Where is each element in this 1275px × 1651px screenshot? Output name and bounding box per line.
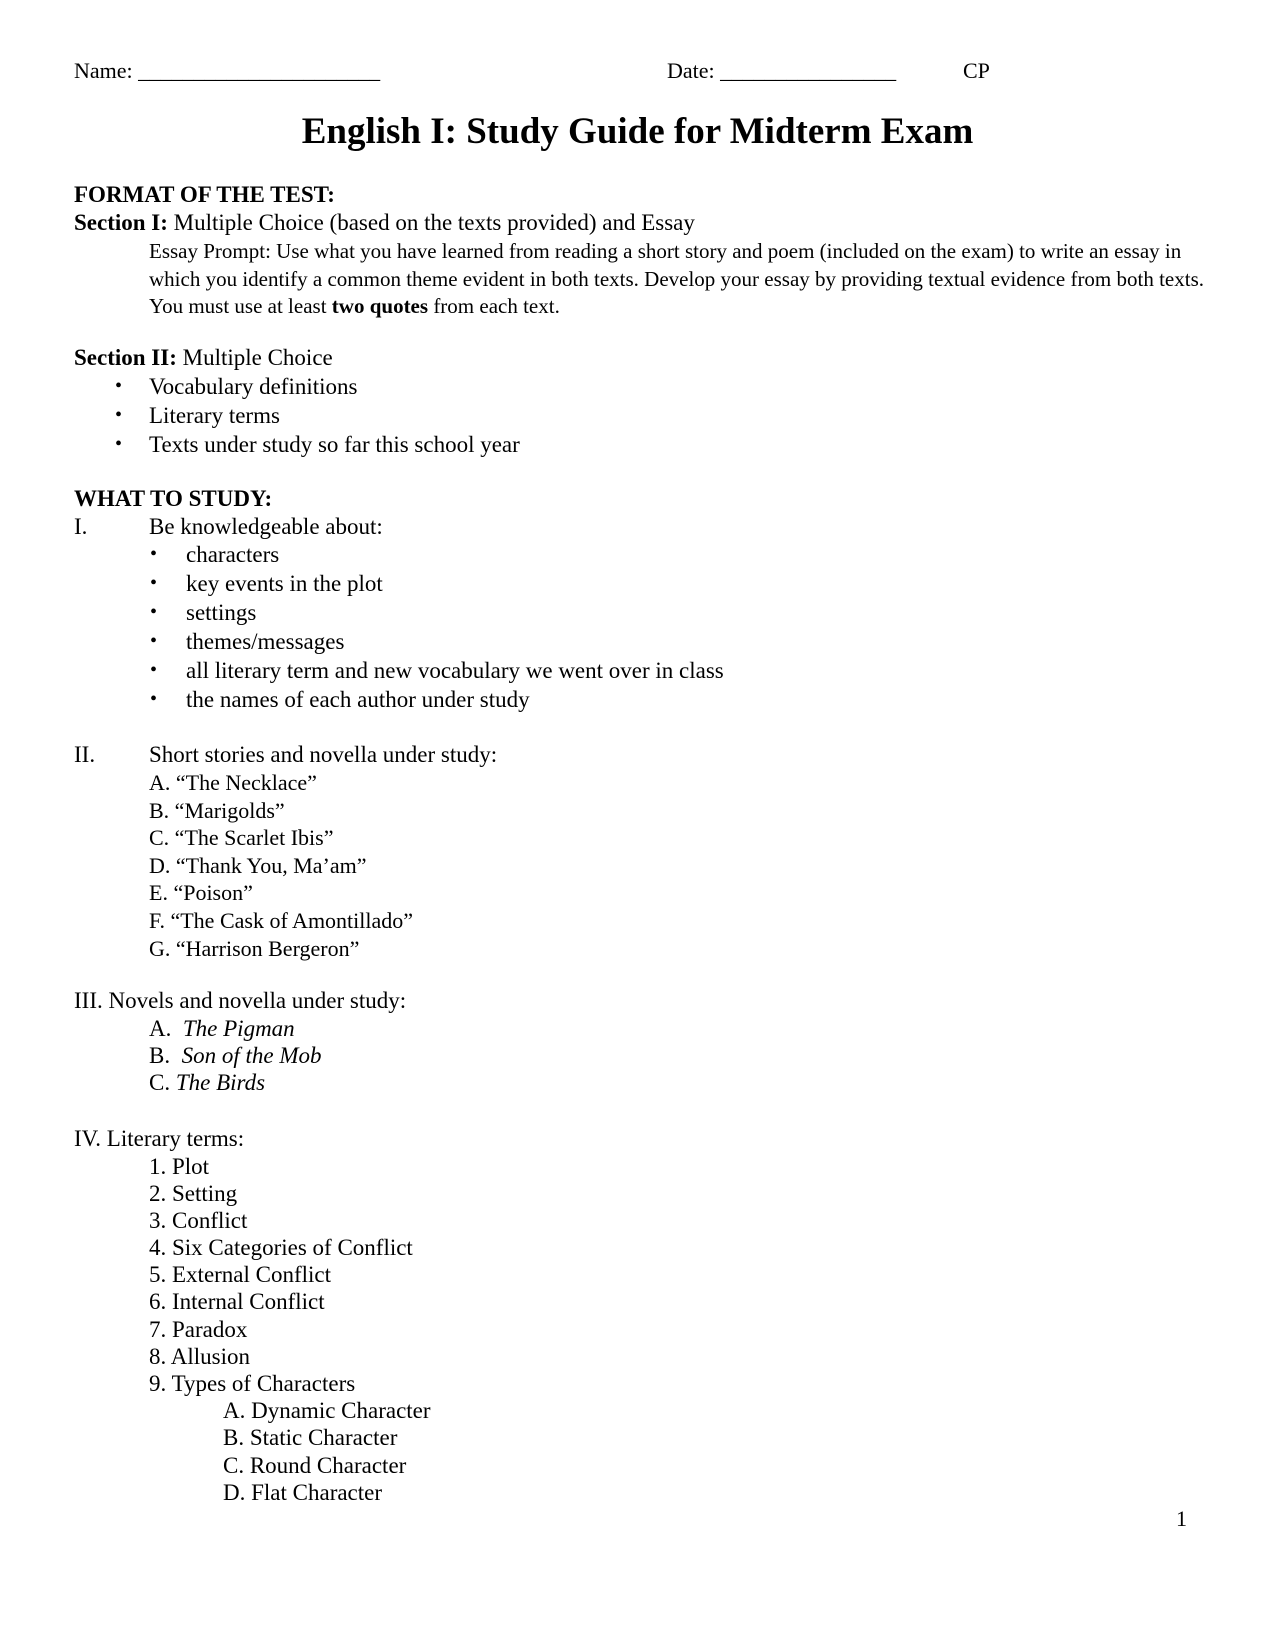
essay-prompt-text-b: from each text. [428, 294, 560, 318]
list-item: • Texts under study so far this school year [115, 432, 520, 457]
list-item: B. Static Character [223, 1425, 398, 1451]
essay-prompt-bold: two quotes [331, 294, 429, 318]
list-item: 6. Internal Conflict [149, 1289, 325, 1315]
list-item: 3. Conflict [149, 1208, 248, 1234]
section2-text: Multiple Choice [176, 345, 333, 370]
class-label: CP [963, 58, 990, 83]
list-item: 5. External Conflict [149, 1262, 332, 1288]
section2-list [115, 374, 520, 461]
list-item: • Vocabulary definitions [115, 374, 358, 399]
list-item: F. “The Cask of Amontillado” [149, 907, 414, 933]
format-heading: FORMAT OF THE TEST: [74, 182, 335, 207]
list-item: 8. Allusion [149, 1343, 250, 1369]
section2-line [74, 345, 333, 371]
bullet-icon: • [150, 601, 158, 623]
list-item: 4. Six Categories of Conflict [149, 1235, 413, 1261]
list-item: • the names of each author under study [150, 687, 530, 712]
bullet-icon: • [150, 543, 158, 565]
part1-list [150, 542, 724, 716]
page-number: 1 [1176, 1506, 1187, 1531]
part1-numeral: I. [74, 514, 88, 539]
list-item: C. “The Scarlet Ibis” [149, 825, 334, 851]
bullet-icon: • [115, 375, 123, 397]
list-item: 2. Setting [149, 1181, 238, 1207]
name-field-label: Name: ______________________ [74, 58, 381, 83]
list-item: • characters [150, 542, 280, 567]
list-item: B. “Marigolds” [149, 797, 285, 823]
list-item: D. Flat Character [223, 1479, 383, 1505]
bullet-icon: • [150, 659, 158, 681]
part3-title: III. Novels and novella under study: [74, 988, 407, 1013]
list-item: C. The Birds [149, 1070, 266, 1095]
bullet-icon: • [150, 688, 158, 710]
list-item: • settings [150, 600, 257, 625]
page-title: English I: Study Guide for Midterm Exam [301, 111, 974, 152]
list-item: • themes/messages [150, 629, 345, 654]
list-item: A. The Pigman [149, 1016, 295, 1041]
list-item: A. Dynamic Character [223, 1398, 431, 1423]
list-item: B. Son of the Mob [149, 1043, 322, 1068]
short-stories-list [149, 770, 413, 963]
list-item: C. Round Character [223, 1452, 407, 1478]
part4-title: IV. Literary terms: [74, 1126, 245, 1151]
section1-text: Multiple Choice (based on the texts provided) and Essay [167, 210, 695, 235]
part2-title: Short stories and novella under study: [149, 742, 498, 767]
section1-label: Section I: [74, 210, 168, 235]
essay-prompt-text-a: Use what you have learned from reading a short story and poem (included on the exam) to write an essay in which you identify a common theme evident in both texts. Develop your essay by providing textual evidence from both texts. You must use at least [149, 239, 1205, 318]
list-item: • Literary terms [115, 403, 280, 428]
bullet-icon: • [150, 630, 158, 652]
date-field-label: Date: ________________ [667, 58, 897, 83]
list-item: • key events in the plot [150, 571, 383, 596]
section1-line [74, 210, 695, 236]
part1-title: Be knowledgeable about: [149, 514, 383, 539]
list-item: 1. Plot [149, 1154, 210, 1179]
list-item: G. “Harrison Bergeron” [149, 935, 360, 961]
novels-list [149, 1016, 322, 1097]
part2-numeral: II. [74, 742, 96, 767]
list-item: A. “The Necklace” [149, 770, 317, 795]
section2-label: Section II: [74, 345, 177, 370]
essay-prompt [149, 238, 1209, 321]
bullet-icon: • [115, 433, 123, 455]
list-item: • all literary term and new vocabulary we went over in class [150, 658, 724, 683]
character-types-list [223, 1398, 431, 1507]
bullet-icon: • [150, 572, 158, 594]
list-item: D. “Thank You, Ma’am” [149, 852, 367, 878]
study-heading: WHAT TO STUDY: [74, 486, 273, 511]
bullet-icon: • [115, 404, 123, 426]
list-item: 9. Types of Characters [149, 1370, 356, 1396]
list-item: 7. Paradox [149, 1316, 248, 1342]
essay-prompt-label: Essay Prompt: [149, 239, 271, 263]
literary-terms-list [149, 1154, 413, 1398]
list-item: E. “Poison” [149, 880, 253, 906]
